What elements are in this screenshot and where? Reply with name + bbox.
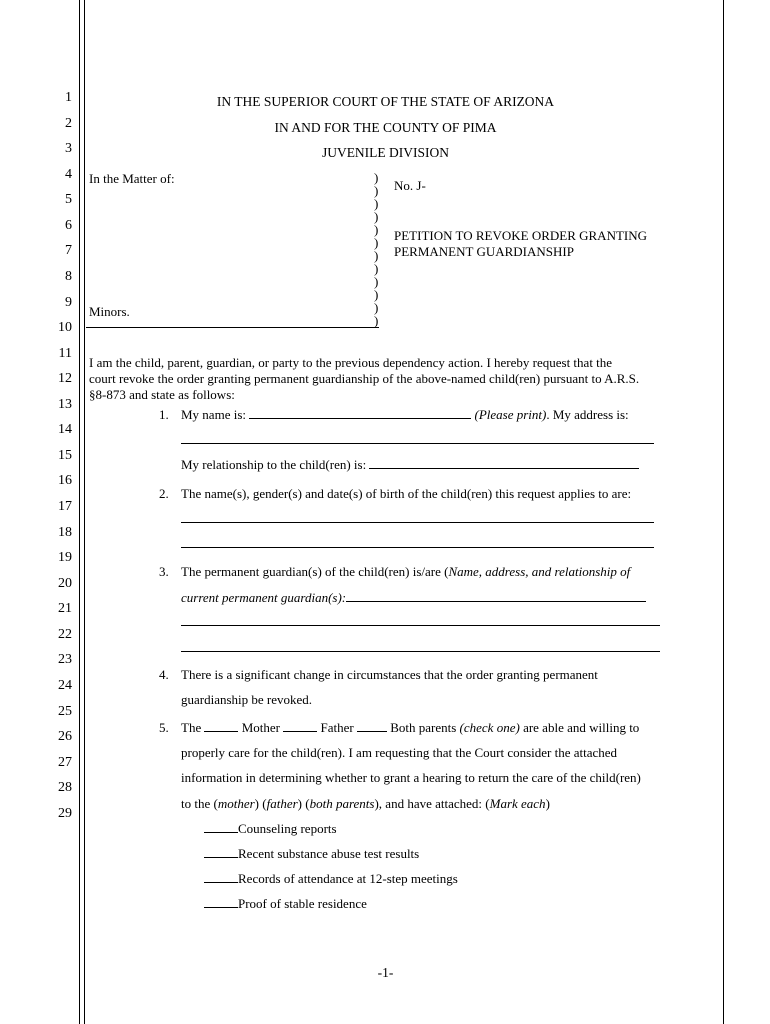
children-field-1[interactable] [181,522,654,523]
check-one-note: (check one) [459,720,520,735]
attachment-label: Recent substance abuse test results [238,846,420,861]
name-field[interactable] [249,407,471,419]
address-field[interactable] [181,443,654,444]
item-1-name-row [181,407,629,423]
text-fragment: to the ( [181,796,218,811]
item-3-text: The permanent guardian(s) of the child(ren) is/are ( [181,564,449,579]
item-4-line1: There is a significant change in circumstances that the order granting permanent [181,667,598,682]
mother-checkbox[interactable] [204,720,238,732]
petition-title-line2: PERMANENT GUARDIANSHIP [394,244,574,259]
item-4-number: 4. [159,667,169,682]
line-number: 1 [65,90,72,105]
please-print-note: (Please print) [474,407,547,422]
father-label: Father [320,720,354,735]
county-heading: IN AND FOR THE COUNTY OF PIMA [274,120,497,135]
item-4-line2: guardianship be revoked. [181,692,313,707]
name-label: My name is: [181,407,246,422]
item-5-line2: properly care for the child(ren). I am requesting that the Court consider the attached [181,745,618,760]
item-3-line1 [181,564,630,580]
relationship-label: My relationship to the child(ren) is: [181,457,367,472]
both-parents-option: both parents [309,796,375,811]
line-number: 19 [58,550,72,565]
item-3-italic1: Name, address, and relationship of [448,564,631,579]
line-number: 29 [58,806,72,821]
parenthesis: ) [374,300,379,315]
line-number: 14 [58,422,72,437]
case-number-label: No. J- [394,178,426,193]
right-margin-rule [723,0,724,1024]
court-heading: IN THE SUPERIOR COURT OF THE STATE OF ARIZONA [216,94,555,109]
line-number: 9 [65,295,72,310]
parenthesis: ) [374,235,379,250]
line-number: 28 [58,780,72,795]
parenthesis: ) [374,222,379,237]
line-number: 2 [65,116,72,131]
line-number: 20 [58,576,72,591]
guardian-field-3[interactable] [181,651,660,652]
attachment-checkbox[interactable] [204,896,238,908]
item-5-line3: information in determining whether to grant a hearing to return the care of the child(ren) [181,770,641,785]
line-number: 13 [58,397,72,412]
line-number: 16 [58,473,72,488]
intro-line2: court revoke the order granting permanent guardianship of the above-named child(ren) pursuant to A.R.S. [89,371,640,386]
parenthesis: ) [374,287,379,302]
children-field-2[interactable] [181,547,654,548]
line-number: 10 [58,320,72,335]
page-number: -1- [377,965,394,980]
parenthesis: ) [374,313,379,328]
item-3-number: 3. [159,564,169,579]
matter-label: In the Matter of: [89,171,175,186]
line-number: 7 [65,243,72,258]
item-5-line1 [181,720,639,736]
attachment-item [204,896,367,912]
line-number: 12 [58,371,72,386]
attachment-item [204,871,458,887]
attachment-item [204,821,337,837]
father-option: father [266,796,298,811]
item-1-number: 1. [159,407,169,422]
line-number: 15 [58,448,72,463]
caption-underline [86,327,379,328]
line-number: 21 [58,601,72,616]
line-number: 23 [58,652,72,667]
parenthesis: ) [374,183,379,198]
item-1-relationship-row [181,457,639,473]
parenthesis: ) [374,261,379,276]
mother-label: Mother [241,720,280,735]
left-margin-rule-inner [84,0,85,1024]
intro-line3: §8-873 and state as follows: [89,387,235,402]
line-number: 27 [58,755,72,770]
line-number: 3 [65,141,72,156]
line-number: 5 [65,192,72,207]
parenthesis: ) [374,209,379,224]
able-text: are able and willing to [523,720,640,735]
line-number: 22 [58,627,72,642]
item-2-number: 2. [159,486,169,501]
left-margin-rule [79,0,80,1024]
attachment-item [204,846,419,862]
attachment-label: Proof of stable residence [238,896,367,911]
attachment-label: Counseling reports [238,821,337,836]
line-number: 4 [65,167,72,182]
line-number: 26 [58,729,72,744]
text-fragment: ) [545,796,550,811]
guardian-field-2[interactable] [181,625,660,626]
item-5-line4: to the (mother) (father) (both parents), and have attached: (Mark each) [181,796,550,811]
line-number: 11 [58,346,72,361]
line-number: 17 [58,499,72,514]
guardian-field-1[interactable] [346,590,646,602]
both-parents-label: Both parents [390,720,457,735]
line-number: 8 [65,269,72,284]
relationship-field[interactable] [369,457,639,469]
address-label: . My address is: [546,407,629,422]
father-checkbox[interactable] [283,720,317,732]
division-heading: JUVENILE DIVISION [321,145,450,160]
item-3-italic2: current permanent guardian(s): [181,590,347,605]
parenthesis: ) [374,170,379,185]
item-2-text: The name(s), gender(s) and date(s) of birth of the child(ren) this request applies to are: [181,486,632,501]
item-3-line2 [181,590,646,606]
attachment-checkbox[interactable] [204,871,238,883]
parenthesis: ) [374,196,379,211]
line-number: 18 [58,525,72,540]
both-parents-checkbox[interactable] [357,720,387,732]
intro-line1: I am the child, parent, guardian, or party to the previous dependency action. I hereby request that the [89,355,613,370]
item-5-number: 5. [159,720,169,735]
mother-option: mother [217,796,255,811]
mark-each-note: Mark each [489,796,546,811]
parenthesis: ) [374,274,379,289]
text-fragment: ), and have attached: ( [374,796,490,811]
line-number: 24 [58,678,72,693]
petition-title-line1: PETITION TO REVOKE ORDER GRANTING [394,228,648,243]
attachment-checkbox[interactable] [204,821,238,833]
attachment-label: Records of attendance at 12-step meetings [238,871,458,886]
the-label: The [181,720,202,735]
parenthesis: ) [374,248,379,263]
attachment-checkbox[interactable] [204,846,238,858]
line-number: 6 [65,218,72,233]
minors-label: Minors. [89,304,130,319]
line-number: 25 [58,704,72,719]
